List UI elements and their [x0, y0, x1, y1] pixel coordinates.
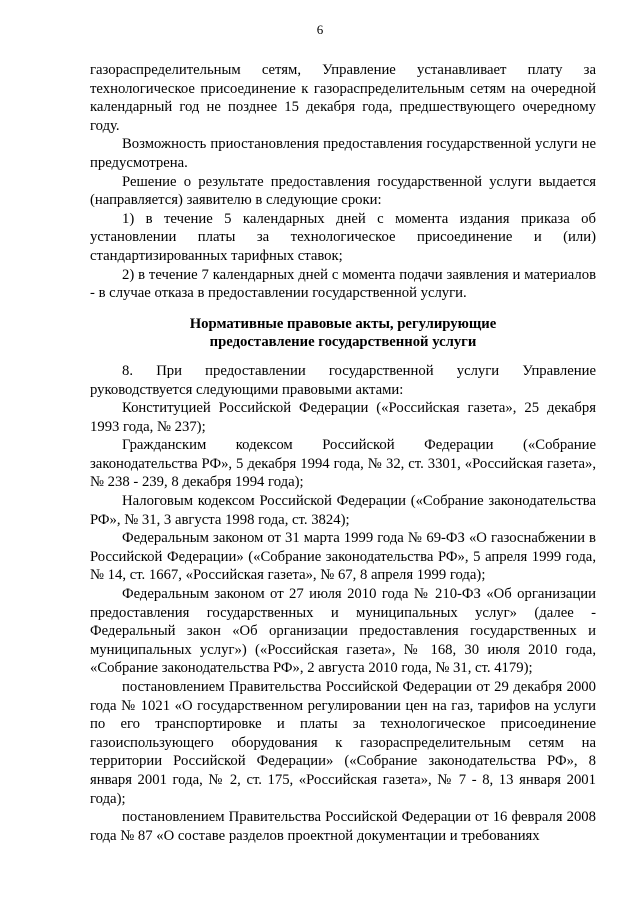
list-item-term-2: 2) в течение 7 календарных дней с момента подачи заявления и материалов - в случае отказа в предоставлении государственной услуги. — [90, 266, 596, 302]
paragraph-continuation: газораспределительным сетям, Управление устанавливает плату за технологическое присоединение к газораспределительным сетям на очередной календарный год не позднее 15 декабря года, предшествующего очередному году. — [90, 62, 596, 134]
legal-act-constitution: Конституцией Российской Федерации («Российская газета», 25 декабря 1993 года, № 237); — [90, 400, 596, 435]
legal-act-gas-supply-law: Федеральным законом от 31 марта 1999 года № 69-ФЗ «О газоснабжении в Российской Федерации» («Собрание законодательства РФ», 5 апреля 1999 года, № 14, ст. 1667, «Российская газета», № 67, 8 апреля 1999 года); — [90, 530, 596, 584]
document-body — [90, 61, 596, 845]
paragraph-decision-terms: Решение о результате предоставления государственной услуги выдается (направляется) заявителю в следующие сроки: — [90, 173, 596, 209]
section-heading — [90, 315, 596, 352]
paragraph-suspension: Возможность приостановления предоставления государственной услуги не предусмотрена. — [90, 136, 596, 171]
legal-act-civil-code: Гражданским кодексом Российской Федерации («Собрание законодательства РФ», 5 декабря 1994 года, № 32, ст. 3301, «Российская газета», № 238 - 239, 8 декабря 1994 года); — [90, 437, 596, 491]
legal-act-resolution-1021: постановлением Правительства Российской Федерации от 29 декабря 2000 года № 1021 «О государственном регулировании цен на газ, тарифов на услуги по его транспортировке и платы за технологическое присоединение газоиспользующего оборудования к газораспределительным сетям на территории Российской Федерации» («Собрание законодательства РФ», 8 января 2001 года, № 2, ст. 175, «Российская газета», № 7 - 8, 13 января 2001 года); — [90, 679, 596, 807]
legal-act-210-fz: Федеральным законом от 27 июля 2010 года № 210-ФЗ «Об организации предоставления государственных и муниципальных услуг» (далее - Федеральный закон «Об организации предоставления государственных и муниципальных услуг») («Российская газета», № 168, 30 июля 2010 года, «Собрание законодательства РФ», 2 августа 2010 года, № 31, ст. 4179); — [90, 586, 596, 677]
list-item-term-1: 1) в течение 5 календарных дней с момента издания приказа об установлении платы за технологическое присоединение и (или) стандартизированных тарифных ставок; — [90, 210, 596, 264]
page-number: 6 — [316, 22, 324, 37]
paragraph-legal-acts-intro: 8. При предоставлении государственной услуги Управление руководствуется следующими правовыми актами: — [90, 362, 596, 398]
legal-act-resolution-87: постановлением Правительства Российской Федерации от 16 февраля 2008 года № 87 «О составе разделов проектной документации и требованиях — [90, 809, 596, 844]
section-heading-line-1: Нормативные правовые акты, регулирующие — [189, 315, 497, 332]
section-heading-line-2: предоставление государственной услуги — [209, 334, 477, 351]
legal-act-tax-code: Налоговым кодексом Российской Федерации («Собрание законодательства РФ», № 31, 3 августа 1998 года, ст. 3824); — [90, 493, 596, 528]
